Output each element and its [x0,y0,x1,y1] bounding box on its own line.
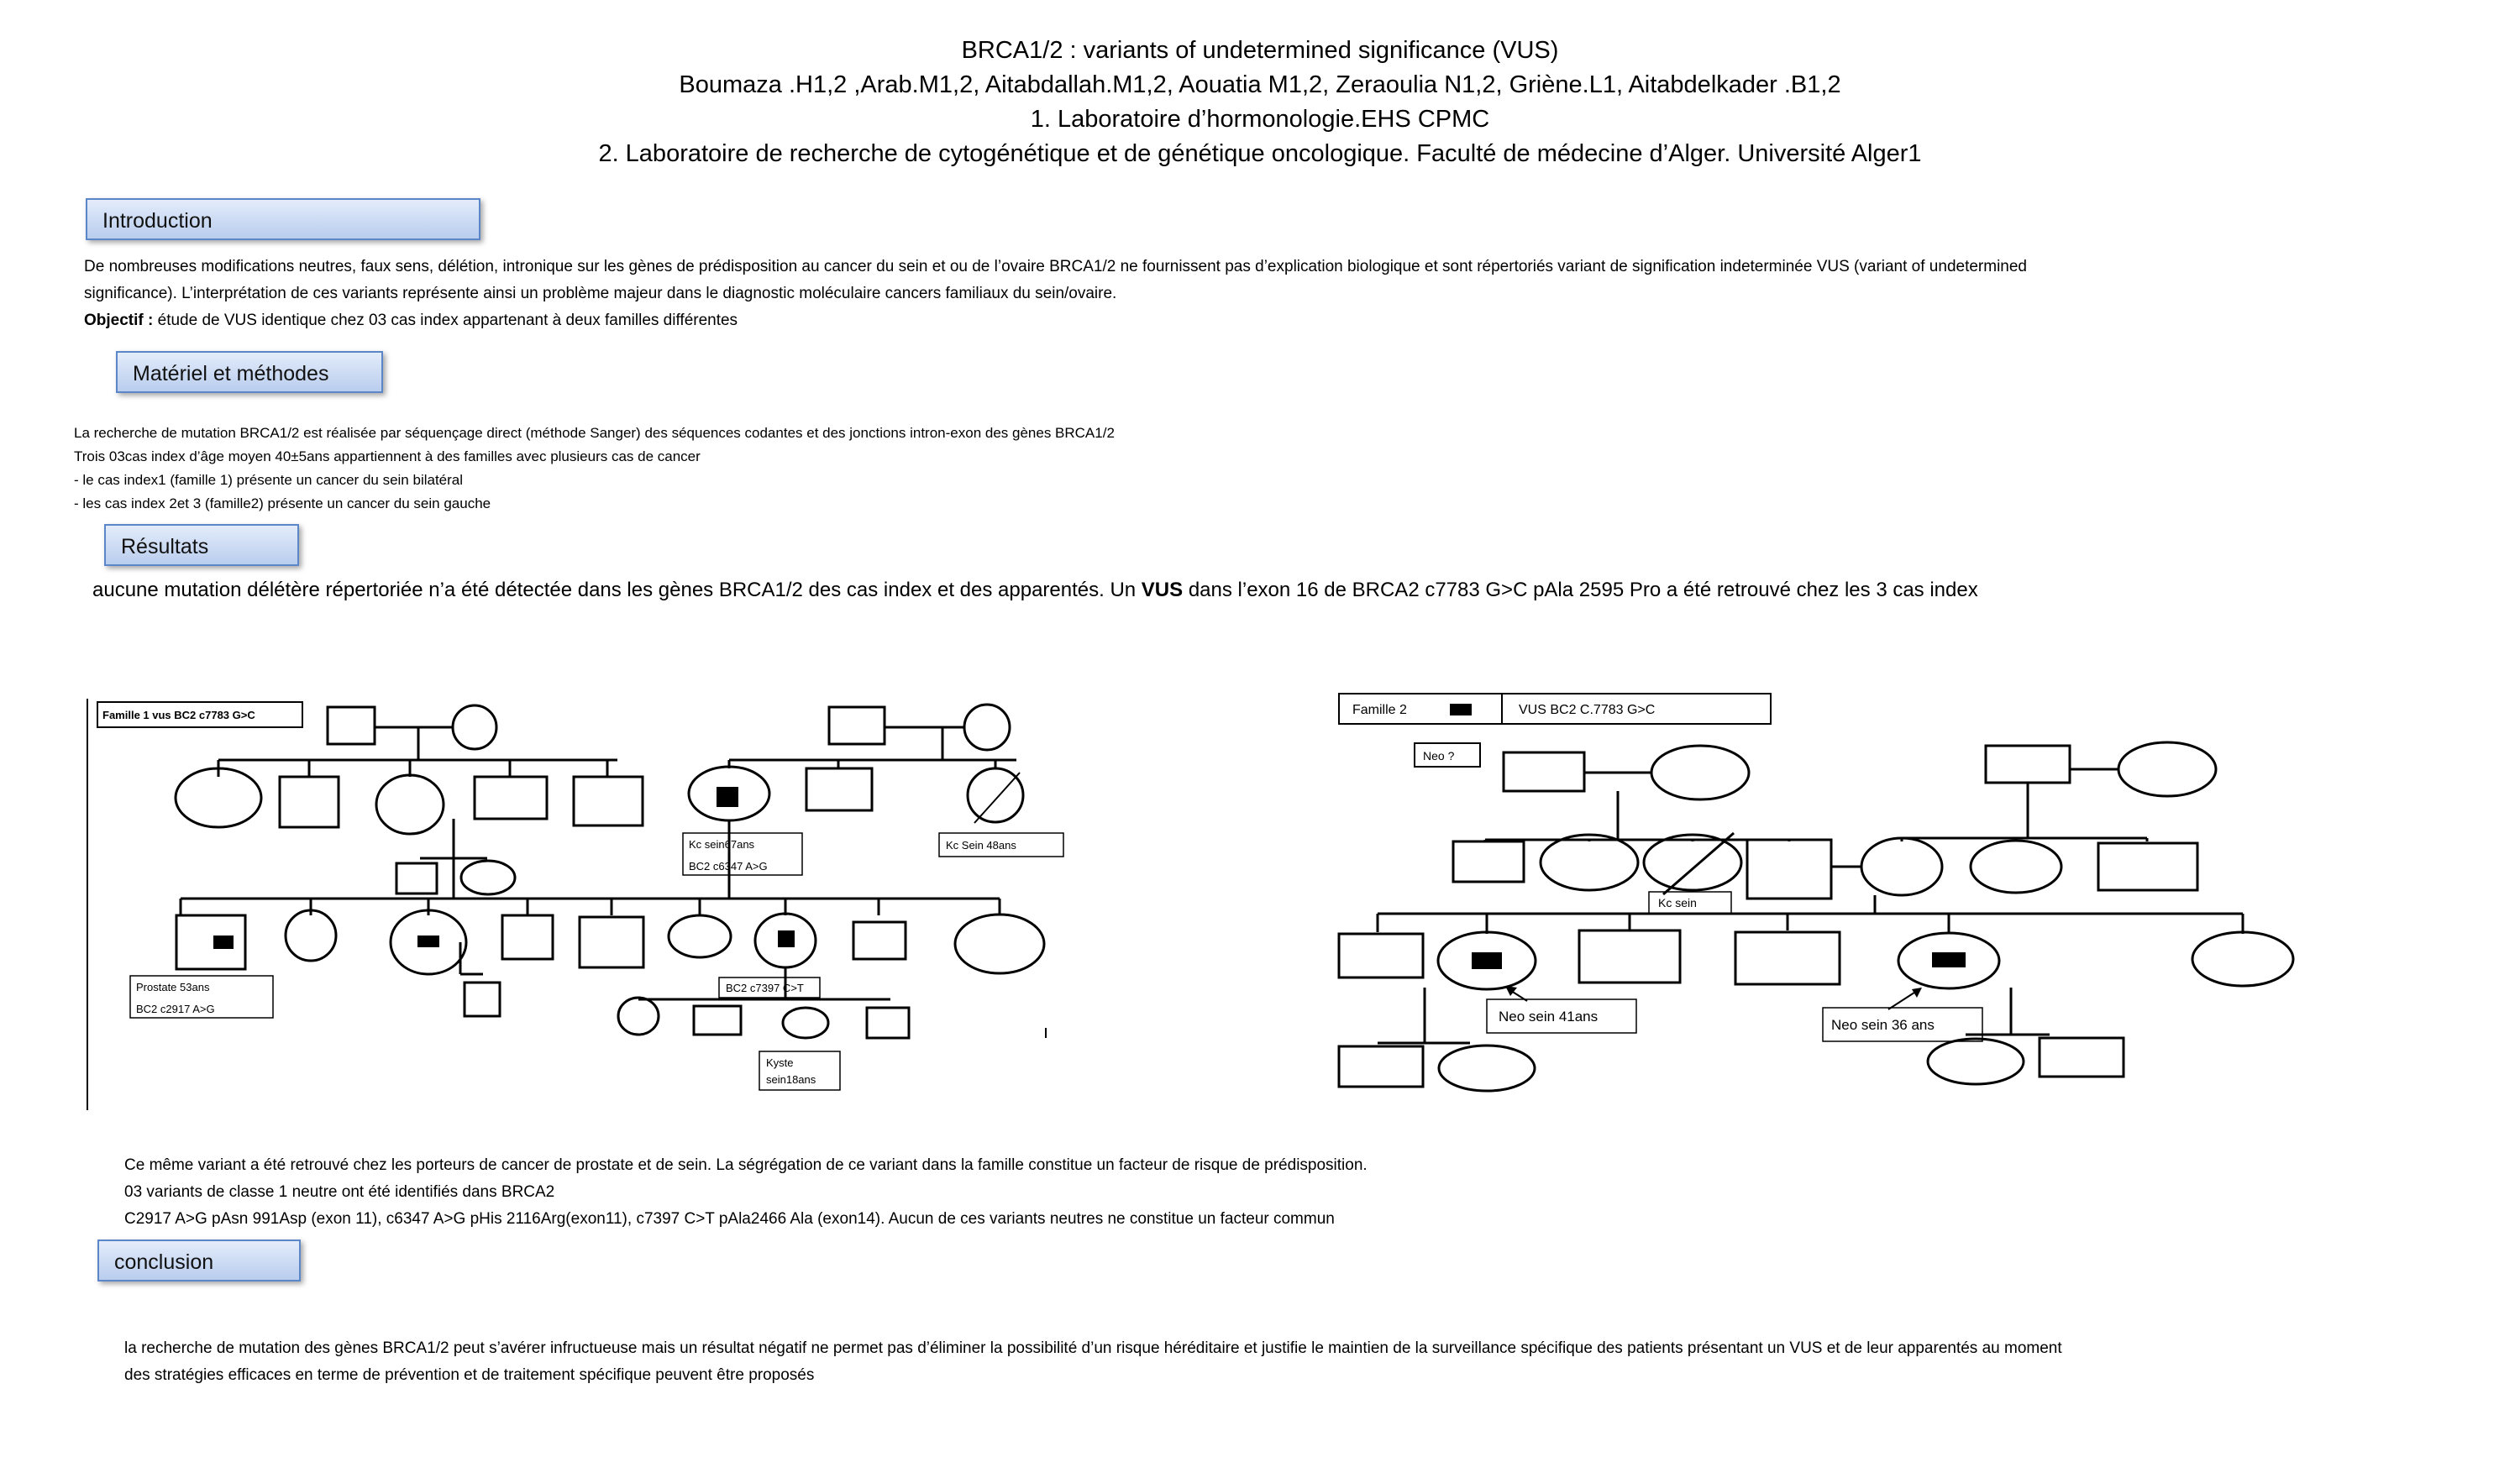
f1-gen1-male-right [829,707,885,744]
family1-bc2-c2917: BC2 c2917 A>G [136,1003,215,1015]
family2-neo36: Neo sein 36 ans [1831,1017,1935,1033]
family1-kc-sein48: Kc Sein 48ans [946,839,1016,852]
results-after-2: 03 variants de classe 1 neutre ont été identifiés dans BRCA2 [124,1183,555,1201]
f2-gen1-male-right [1986,746,2070,783]
introduction-heading: Introduction [86,198,480,240]
family2-pedigree [1339,694,2293,1091]
conclusion-line-2: des stratégies efficaces en terme de prévention et de traitement spécifique peuvent être proposés [124,1366,815,1384]
f2-gen1-female-right [2118,742,2216,796]
objectif-label: Objectif : [84,312,154,329]
family2-kc-sein: Kc sein [1658,896,1697,909]
f1-gen1-male-left [328,707,375,744]
author-list: Boumaza .H1,2 ,Arab.M1,2, Aitabdallah.M1,2, Aouatia M1,2, Zeraoulia N1,2, Griène.L1, Aitabdelkader .B1,2 [679,71,1841,98]
family1-kyste: Kyste [766,1056,794,1069]
poster-title: BRCA1/2 : variants of undetermined significance (VUS) [961,37,1559,64]
family1-bc2-c6347: BC2 c6347 A>G [689,860,768,873]
family1-prostate: Prostate 53ans [136,981,210,993]
family1-bc2-c7397: BC2 c7397 C>T [726,982,804,994]
f2-gen1-female-left [1651,746,1749,799]
results-after-1: Ce même variant a été retrouvé chez les porteurs de cancer de prostate et de sein. La ségrégation de ce variant dans la famille constitue un facteur de risque de prédisposition. [124,1156,1368,1174]
methods-heading: Matériel et méthodes [116,351,383,393]
methods-line-3: - le cas index1 (famille 1) présente un cancer du sein bilatéral [74,472,464,488]
results-after-3: C2917 A>G pAsn 991Asp (exon 11), c6347 A>G pHis 2116Arg(exon11), c7397 C>T pAla2466 Ala (exon14). Aucun de ces variants neutres ne constitue un facteur commun [124,1210,1335,1228]
methods-line-2: Trois 03cas index d’âge moyen 40±5ans appartiennent à des familles avec plusieurs cas de cancer [74,448,701,464]
f1-gen1-female-right [964,705,1010,750]
family1-kc-sein67: Kc sein67ans [689,838,755,851]
methods-line-1: La recherche de mutation BRCA1/2 est réalisée par séquençage direct (méthode Sanger) des séquences codantes et des jonctions intron-exon des gènes BRCA1/2 [74,425,1115,441]
conclusion-text [124,1335,2502,1389]
family2-neo41: Neo sein 41ans [1499,1009,1599,1025]
introduction-line-1: De nombreuses modifications neutres, faux sens, délétion, intronique sur les gènes de prédisposition au cancer du sein et ou de l’ovaire BRCA1/2 ne fournissent pas d’explication biologique et sont répertoriés variant de signification indeterminée VUS (variant of undetermined [84,258,2027,275]
objectif-text: étude de VUS identique chez 03 cas index appartenant à deux familles différentes [153,312,738,329]
results-discussion [124,1152,2476,1233]
family1-pedigree [87,699,1063,1110]
affiliation-2: 2. Laboratoire de recherche de cytogénétique et de génétique oncologique. Faculté de médecine d’Alger. Université Alger1 [598,140,1922,167]
family2-vus: VUS BC2 C.7783 G>C [1519,703,1656,717]
conclusion-heading: conclusion [97,1240,301,1281]
f1-gen1-female-left [453,705,496,749]
introduction-line-2: significance). L’interprétation de ces variants représente ainsi un problème majeur dans le diagnostic moléculaire cancers familiaux du sein/ovaire. [84,285,1117,302]
family1-title: Famille 1 vus BC2 c7783 G>C [102,709,255,721]
family2-title: Famille 2 [1352,703,1407,717]
results-text-a: aucune mutation délétère répertoriée n’a été détectée dans les gènes BRCA1/2 des cas index et des apparentés. Un [92,579,1142,601]
results-heading: Résultats [104,524,299,566]
f2-gen1-male-left [1504,752,1584,791]
family1-kyste-sein: sein18ans [766,1073,816,1086]
methods-line-4: - les cas index 2et 3 (famille2) présente un cancer du sein gauche [74,495,491,511]
affiliation-1: 1. Laboratoire d’hormonologie.EHS CPMC [1030,106,1490,133]
family2-neo-question: Neo ? [1423,749,1455,763]
conclusion-line-1: la recherche de mutation des gènes BRCA1/2 peut s’avérer infructueuse mais un résultat négatif ne permet pas d’éliminer la possibilité d’un risque héréditaire et justifie le maintien de la surveillance spécifique des patients présentant un VUS et de leur apparentés au moment [124,1339,2062,1357]
results-text-b: dans l’exon 16 de BRCA2 c7783 G>C pAla 2595 Pro a été retrouvé chez les 3 cas index [1183,579,1978,601]
vus-bold: VUS [1141,579,1184,601]
